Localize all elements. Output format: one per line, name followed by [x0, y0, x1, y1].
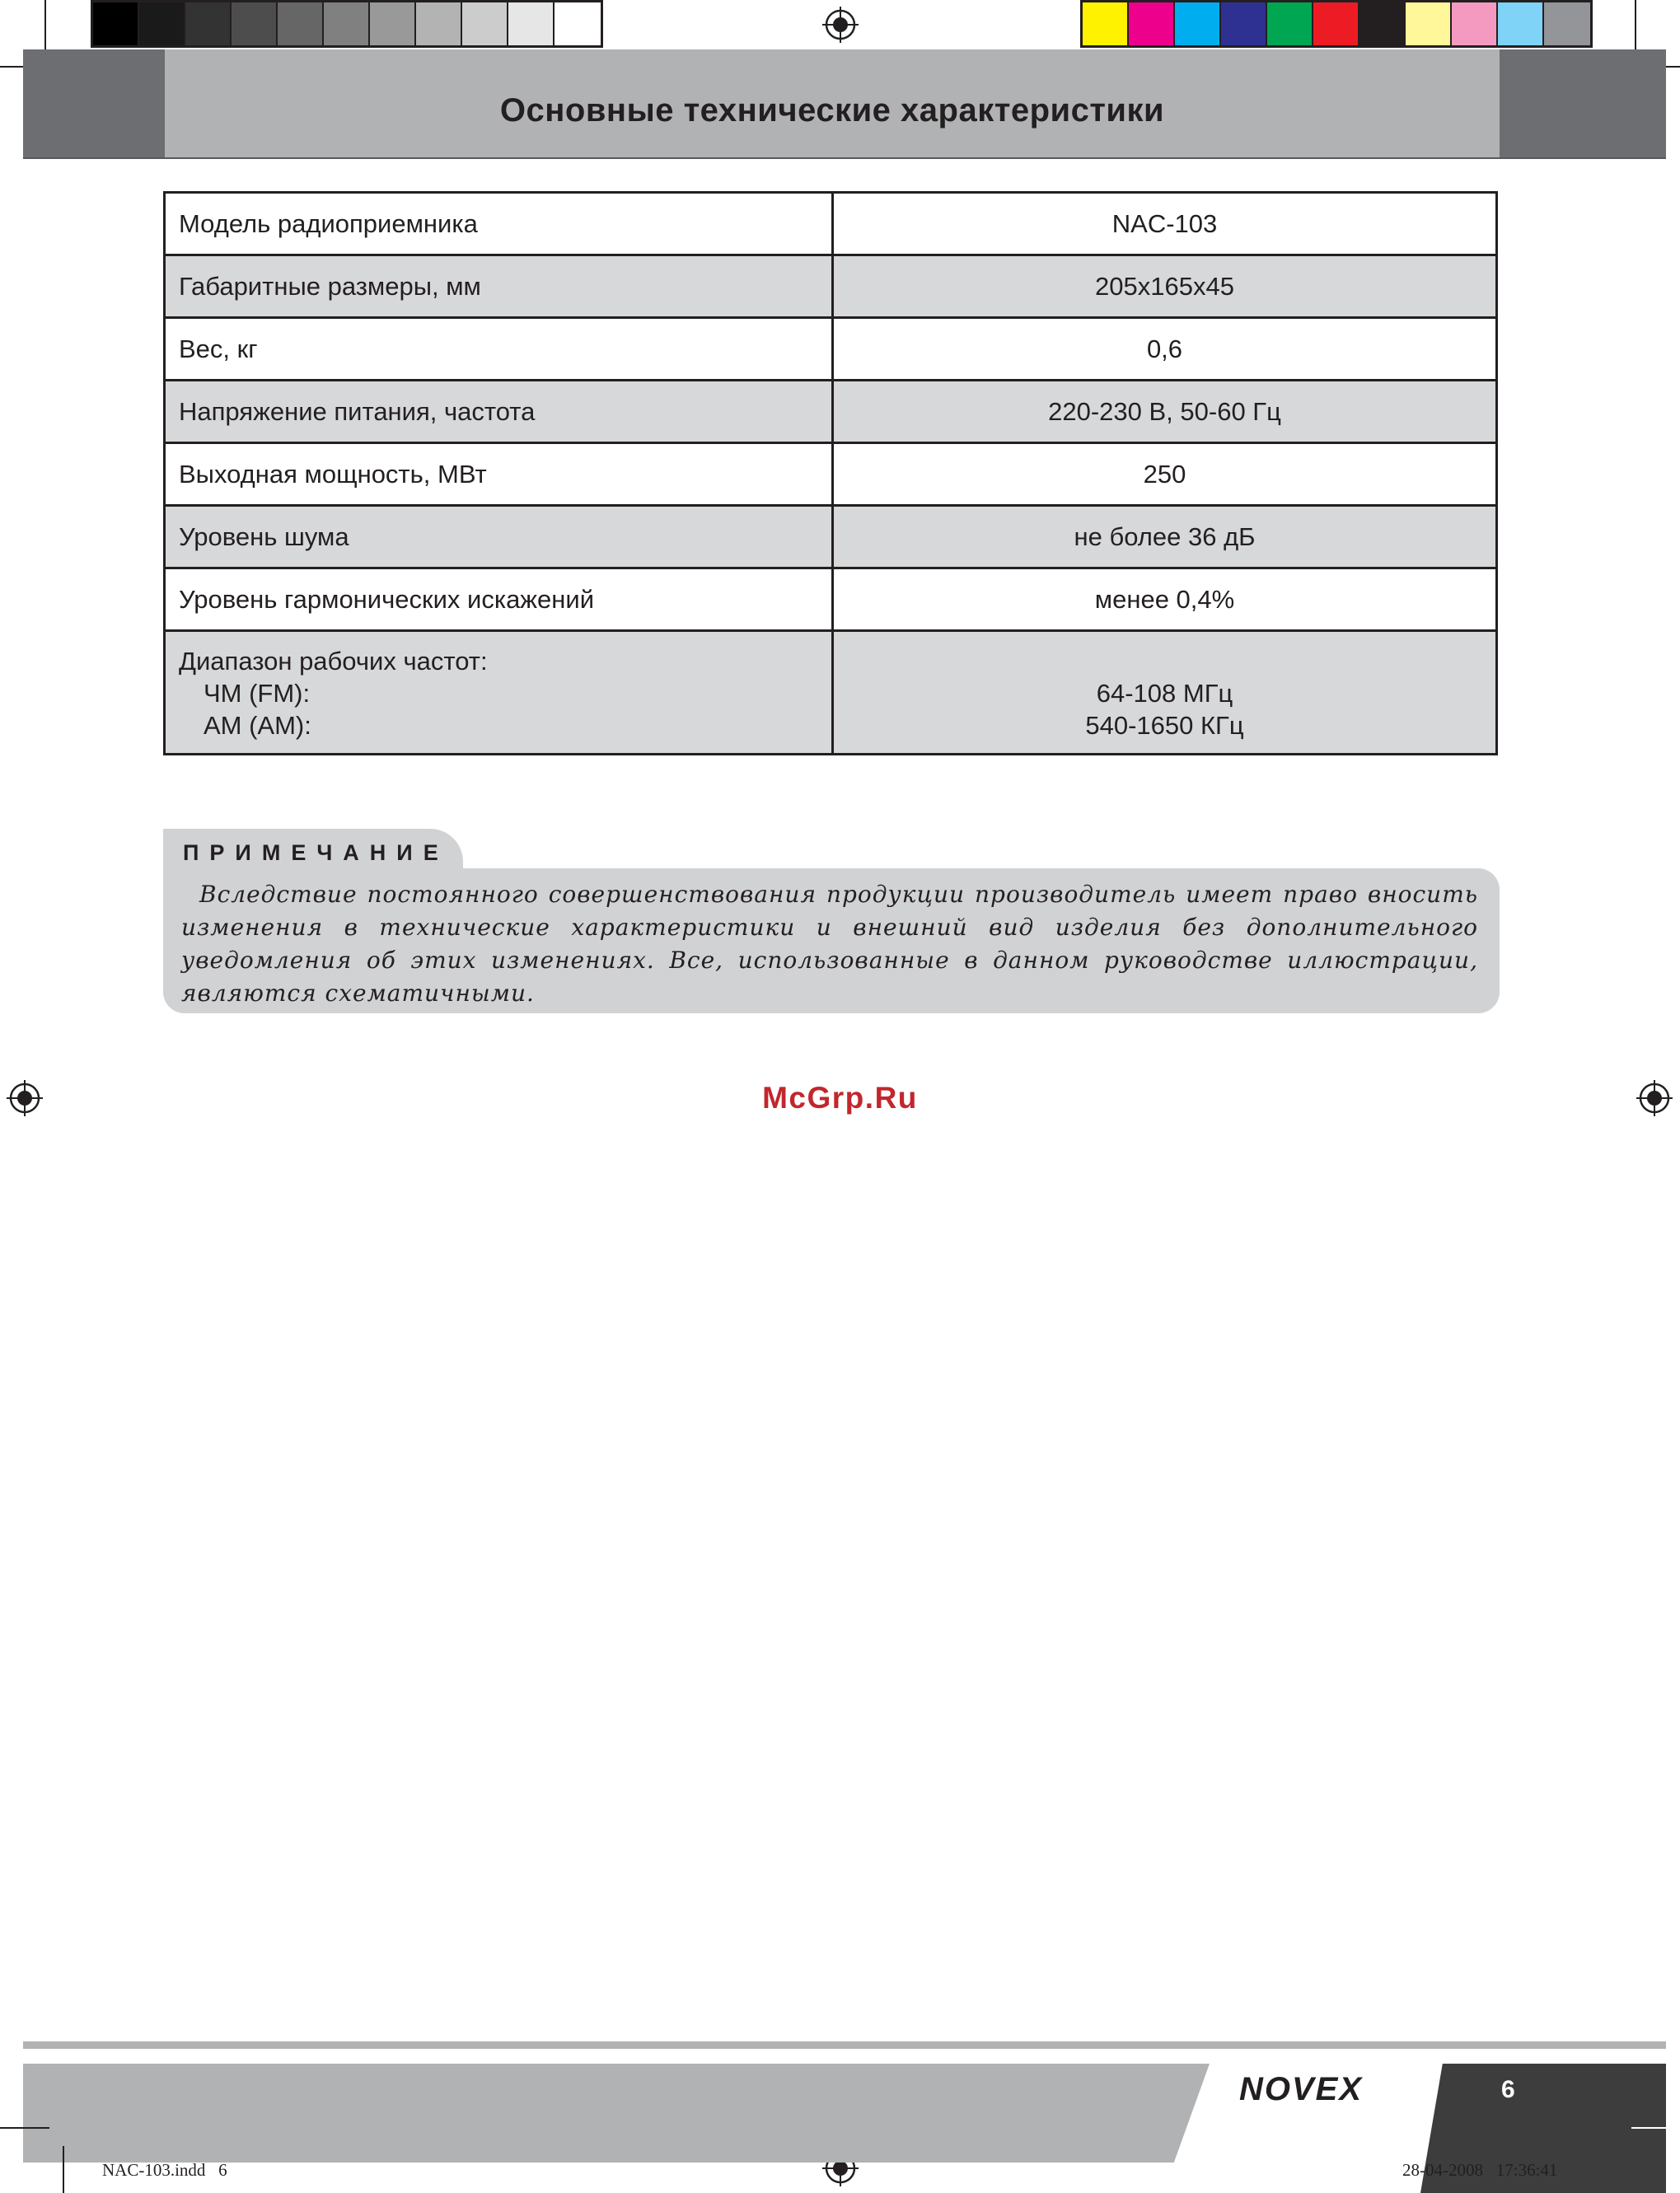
- slug-date: 28-04-2008 17:36:41: [1402, 2160, 1558, 2180]
- range-label: Диапазон рабочих частот:: [179, 647, 488, 676]
- table-row: [165, 255, 1497, 318]
- color-swatch: [1267, 2, 1313, 45]
- spec-label: Модель радиоприемника: [165, 193, 833, 255]
- crop-mark: [44, 0, 46, 49]
- color-swatch: [1498, 2, 1544, 45]
- color-swatch: [93, 2, 139, 45]
- spec-label: Вес, кг: [165, 318, 833, 381]
- color-swatch: [1129, 2, 1175, 45]
- color-swatch: [1359, 2, 1406, 45]
- footer-band: [23, 2064, 1210, 2163]
- spec-value: 205x165x45: [833, 255, 1497, 318]
- crop-mark: [63, 2146, 64, 2193]
- table-row: [165, 631, 1497, 755]
- color-swatch: [1221, 2, 1267, 45]
- note-text: Вследствие постоянного совершенствования продукции производитель имеет право вносить изменения в технические характеристики и внешний вид изделия без дополнительного уведомления об этих изменениях. Все, использованные в данном руководстве иллюстрации, являются схематичными.: [181, 881, 1478, 1007]
- watermark: McGrp.Ru: [762, 1081, 918, 1115]
- spec-label: Выходная мощность, МВт: [165, 443, 833, 506]
- color-swatch: [1313, 2, 1359, 45]
- color-swatch: [462, 2, 508, 45]
- spec-label: Габаритные размеры, мм: [165, 255, 833, 318]
- spec-value: менее 0,4%: [833, 568, 1497, 631]
- color-swatch: [1452, 2, 1498, 45]
- header-divider: [23, 157, 1666, 159]
- color-swatch: [278, 2, 324, 45]
- slug-file: NAC-103.indd 6: [102, 2160, 227, 2180]
- spec-table: [163, 191, 1498, 755]
- crop-mark: [1631, 2127, 1680, 2129]
- color-swatch: [416, 2, 462, 45]
- table-row: [165, 443, 1497, 506]
- note-box: [163, 868, 1500, 1013]
- spec-value: 220-230 В, 50-60 Гц: [833, 381, 1497, 443]
- spec-value: NAC-103: [833, 193, 1497, 255]
- table-row: [165, 568, 1497, 631]
- fm-value: 64-108 МГц: [1096, 679, 1233, 708]
- table-row: [165, 318, 1497, 381]
- spec-label: Уровень шума: [165, 506, 833, 568]
- page-number: 6: [1501, 2076, 1515, 2103]
- fm-label: ЧМ (FM):: [204, 679, 311, 708]
- registration-mark-icon: [822, 7, 859, 43]
- crop-mark: [0, 2127, 49, 2129]
- table-row: [165, 506, 1497, 568]
- spec-value: 0,6: [833, 318, 1497, 381]
- footer-divider: [23, 2041, 1666, 2049]
- am-label: АМ (AM):: [204, 711, 311, 740]
- brand-logo: NOVEX: [1239, 2071, 1364, 2107]
- color-bar: [1080, 0, 1593, 48]
- color-swatch: [185, 2, 232, 45]
- color-swatch: [139, 2, 185, 45]
- spec-label: Напряжение питания, частота: [165, 381, 833, 443]
- color-swatch: [555, 2, 601, 45]
- color-swatch: [370, 2, 416, 45]
- spec-value: 250: [833, 443, 1497, 506]
- am-value: 540-1650 КГц: [1085, 711, 1244, 740]
- spec-value: [833, 631, 1497, 755]
- table-row: [165, 193, 1497, 255]
- color-swatch: [1544, 2, 1590, 45]
- spec-value: не более 36 дБ: [833, 506, 1497, 568]
- table-row: [165, 381, 1497, 443]
- color-swatch: [508, 2, 555, 45]
- color-swatch: [324, 2, 370, 45]
- grayscale-bar: [91, 0, 603, 48]
- color-swatch: [1175, 2, 1221, 45]
- color-swatch: [232, 2, 278, 45]
- spec-label: Уровень гармонических искажений: [165, 568, 833, 631]
- color-swatch: [1406, 2, 1452, 45]
- note-label: ПРИМЕЧАНИЕ: [183, 840, 449, 865]
- color-swatch: [1083, 2, 1129, 45]
- crop-mark: [1635, 0, 1636, 49]
- spec-label: [165, 631, 833, 755]
- page-title: Основные технические характеристики: [499, 92, 1165, 129]
